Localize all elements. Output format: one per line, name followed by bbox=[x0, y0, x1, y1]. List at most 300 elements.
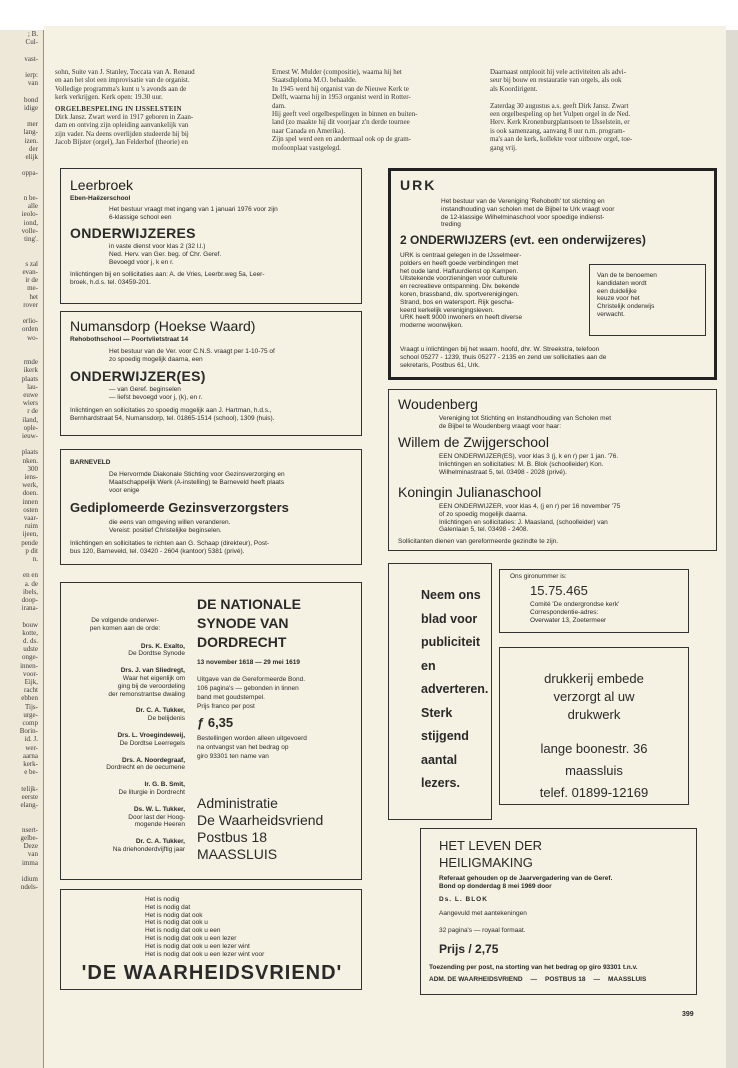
promo-line: en bbox=[421, 658, 436, 673]
school-name: Eben-Haëzerschool bbox=[70, 195, 131, 202]
author-topic: De belijdenis bbox=[147, 715, 185, 723]
previous-page-text-line: id. J. bbox=[24, 735, 38, 744]
previous-page-text-line: plaats bbox=[21, 448, 38, 457]
nodig-line: Het is nodig dat ook bbox=[145, 911, 203, 919]
article-text-line: Dirk Jansz. Zwart werd in 1917 geboren in Zaan- bbox=[55, 113, 194, 122]
ad-text-line: De Hervormde Diakonale Stichting voor Gezinsverzorging en bbox=[109, 471, 285, 478]
nationale-synode-ad bbox=[60, 582, 362, 880]
drukkerij-address-line: lange boonestr. 36 bbox=[540, 741, 648, 756]
heiligmaking-price: Prijs / 2,75 bbox=[439, 942, 499, 956]
urk-ad bbox=[388, 168, 717, 380]
school-vacancy bbox=[439, 453, 711, 476]
ad-text-line: Het bestuur vraagt met ingang van 1 januari 1976 voor zijn bbox=[109, 206, 278, 213]
previous-page-text-line: lau- bbox=[27, 382, 38, 391]
previous-page-text-line: nken. bbox=[22, 456, 38, 465]
order-address-part: ADM. DE WAARHEIDSVRIEND bbox=[429, 976, 523, 983]
article-column-3 bbox=[490, 68, 700, 152]
admin-address-line: De Waarheidsvriend bbox=[197, 812, 324, 828]
previous-page-text-line: comp bbox=[22, 719, 38, 728]
article-text-line: land (zo maakte hij dit voorjaar z'n derde tournee bbox=[272, 118, 410, 127]
drukkerij-ad bbox=[499, 647, 689, 805]
promo-line: stijgend bbox=[421, 729, 469, 743]
ad-text-line: — van Geref. beginselen bbox=[109, 386, 181, 393]
article-text-line: mofoonplaat vastgelegd. bbox=[272, 143, 341, 152]
order-address-part: POSTBUS 18 bbox=[545, 976, 586, 983]
author-name: Drs. J. van Sliedregt, bbox=[120, 667, 185, 675]
synode-author-entry bbox=[65, 757, 185, 773]
previous-page-text-line: euwe bbox=[23, 390, 38, 399]
article-text-line bbox=[490, 93, 700, 101]
previous-page-text-line bbox=[0, 251, 43, 259]
ad-text-line: zo spoedig mogelijk daarna, een bbox=[109, 355, 203, 363]
ad-text-line: die eens van omgeving willen veranderen. bbox=[109, 519, 231, 526]
article-text-line: dam. bbox=[272, 101, 286, 110]
ad-text-line: Bernhardstraat 54, Numansdorp, tel. 01865-1514 (school), 1309 (huis). bbox=[70, 414, 275, 422]
author-name: Dr. C. A. Tukker, bbox=[135, 707, 185, 715]
previous-page-text-line bbox=[0, 112, 43, 120]
previous-page-text-line: voor- bbox=[22, 669, 38, 678]
ad-text-line: Referaat gehouden op de Jaarvergadering van de Geref. bbox=[439, 875, 613, 882]
author-topic: Na driehonderdvijftig jaar bbox=[112, 845, 185, 853]
giro-address-line: Correspondentie-adres: bbox=[530, 608, 599, 616]
synode-author-entry bbox=[65, 781, 185, 797]
ad-text-line: Ned. Herv. van Ger. beg. of Chr. Geref. bbox=[109, 250, 222, 258]
ad-text-line: Christelijk onderwijs bbox=[597, 303, 655, 311]
ad-text-line: het oude land. Halfuurdienst op Kampen. bbox=[400, 267, 519, 275]
heiligmaking-author: Ds. L. BLOK bbox=[439, 896, 488, 903]
previous-page-text-line: ieuw- bbox=[22, 431, 38, 440]
previous-page-text-line: lang- bbox=[23, 128, 38, 137]
ad-contact-info bbox=[70, 540, 360, 556]
previous-page-text-line: rmde bbox=[23, 358, 38, 367]
author-topic: De liturgie in Dordrecht bbox=[118, 788, 185, 796]
barneveld-ad bbox=[60, 449, 362, 565]
ad-text-line: Strand, bos en watersport. Rijk gescha- bbox=[400, 298, 514, 306]
previous-page-text-line: Eijk, bbox=[24, 678, 38, 687]
article-text-line: als Koordirigent. bbox=[490, 84, 538, 93]
promo-line: adverteren. bbox=[421, 682, 489, 696]
ad-contact-info bbox=[400, 346, 712, 369]
ad-text-line: sekretaris, Postbus 61, Urk. bbox=[400, 361, 480, 369]
article-text-line: Herv. Kerk Kronenburgplantsoen te IJsselstein, er bbox=[490, 118, 630, 127]
vacancy-heading: 2 ONDERWIJZERS (evt. een onderwijzeres) bbox=[400, 233, 646, 247]
nodig-line: Het is nodig dat ook u een lezer bbox=[145, 934, 237, 942]
ad-text-line: Vraagt u inlichtingen bij het waarn. hoofd, dhr. W. Streekstra, telefoon bbox=[400, 346, 600, 353]
ad-text-line: in vaste dienst voor klas 2 (32 l.l.) bbox=[109, 243, 206, 250]
ad-text-line: Het bestuur van de Ver. voor C.N.S. vraagt per 1-10-75 of bbox=[109, 348, 275, 355]
previous-page-text-line: van bbox=[27, 850, 38, 859]
synode-title-line: SYNODE VAN bbox=[197, 615, 289, 631]
previous-page-text-line: ieolo- bbox=[21, 210, 38, 219]
ad-place-title: Leerbroek bbox=[70, 177, 134, 193]
article-heading: ORGELBESPELING IN IJSSELSTEIN bbox=[55, 104, 182, 113]
previous-page-text-line: ikerk bbox=[23, 366, 38, 375]
vacancy-details bbox=[109, 243, 221, 266]
previous-page-text-line: bond bbox=[24, 95, 38, 104]
ad-text-line: en recreatieve ontspanning. Div. bekende bbox=[400, 283, 520, 291]
article-text-line: zijn vader. Na deens overlijden studeerde hij bij bbox=[55, 129, 189, 138]
admin-address-line: MAASSLUIS bbox=[197, 846, 278, 862]
order-address-part: — bbox=[530, 976, 538, 983]
article-text-line: Jacob Bijster (orgel), Jan Felderhof (theorie) en bbox=[55, 138, 189, 147]
author-name: Drs. A. Noordegraaf, bbox=[122, 756, 185, 764]
ad-text-line: URK is centraal gelegen in de IJsselmeer- bbox=[400, 252, 522, 259]
author-topic: De Dordtse Leerregels bbox=[119, 739, 185, 747]
ad-place-title: URK bbox=[400, 177, 437, 193]
heiligmaking-description bbox=[439, 875, 612, 891]
ad-text-line: Uitgave van de Gereformeerde Bond. bbox=[197, 676, 306, 683]
article-text-line: en aan het slot een improvisatie van de organist. bbox=[55, 76, 190, 85]
previous-page-text-line: der bbox=[29, 144, 38, 153]
synode-title bbox=[197, 595, 301, 652]
previous-page-strip bbox=[0, 30, 44, 1068]
previous-page-text-line: gelbe- bbox=[20, 833, 38, 842]
previous-page-text-line: ; B. bbox=[27, 30, 38, 38]
giro-ad bbox=[499, 569, 689, 633]
previous-page-text-line: ijeen, bbox=[22, 530, 38, 539]
waarheidsvriend-title: 'DE WAARHEIDSVRIEND' bbox=[81, 962, 343, 984]
previous-page-text-line: urge- bbox=[23, 710, 38, 719]
previous-page-text-line: volle- bbox=[21, 226, 38, 235]
ad-text-line: Het bestuur van de Vereniging 'Rehoboth' tot stichting en bbox=[441, 198, 605, 205]
article-text-line: een orgelbespeling op het Vulpen orgel in de Ned. bbox=[490, 110, 631, 119]
synode-title-line: DE NATIONALE bbox=[197, 596, 301, 612]
drukkerij-line: drukkerij embede bbox=[544, 671, 644, 686]
article-text-line: Delft, waarna hij in 1953 organist werd in Rotter- bbox=[272, 93, 411, 102]
synode-author-entry bbox=[65, 838, 185, 854]
ad-text-line: URK heeft 9000 inwoners en heeft diverse bbox=[400, 314, 523, 322]
article-text-line: is ook samenzang, aanvang 8 uur n.m. program- bbox=[490, 126, 625, 135]
previous-page-text-line: Tijs- bbox=[25, 702, 38, 711]
previous-page-text-line: Cul- bbox=[25, 38, 38, 47]
previous-page-text-line: udste bbox=[23, 645, 38, 654]
article-text-line: Zaterdag 30 augustus a.s. geeft Dirk Jansz. Zwart bbox=[490, 101, 629, 110]
article-column-2 bbox=[272, 68, 482, 152]
previous-page-text-line: r de bbox=[27, 407, 38, 416]
previous-page-text-line: racht bbox=[24, 686, 38, 695]
ad-text-line: Inlichtingen en sollicitaties: J. Maasland, (schoolleider) van bbox=[439, 518, 608, 526]
ad-text-line: Inlichtingen en sollicitaties: M. B. Blok (schoolleider) Kon. bbox=[439, 460, 604, 468]
leerbroek-ad bbox=[60, 168, 362, 304]
synode-author-entry bbox=[65, 643, 185, 659]
ad-intro bbox=[439, 415, 711, 431]
previous-page-text-line: osten bbox=[23, 505, 38, 514]
previous-page-text-line: idium bbox=[21, 874, 38, 883]
previous-page-text-line: n. bbox=[32, 555, 38, 563]
promo-ad bbox=[388, 563, 492, 820]
author-topic: ging bij de veroordeling bbox=[117, 682, 185, 690]
ad-text-line: EEN ONDERWIJZER(ES), voor klas 3 (j, k en r) per 1 jan. '76. bbox=[439, 453, 619, 460]
previous-page-text-line: idige bbox=[24, 103, 38, 112]
numansdorp-ad bbox=[60, 311, 362, 436]
previous-page-text-line: doop- bbox=[21, 596, 38, 605]
giro-address-line: Comité 'De ondergrondse kerk' bbox=[530, 601, 620, 608]
drukkerij-slogan bbox=[500, 670, 688, 724]
previous-page-text-line bbox=[0, 809, 43, 817]
promo-text bbox=[421, 584, 488, 796]
ad-text-line: school 05277 - 1239, thuis 05277 - 2135 en zend uw sollicitaties aan de bbox=[400, 353, 607, 361]
ad-footer: Sollicitanten dienen van gereformeerde gezindte te zijn. bbox=[398, 538, 559, 545]
heiligmaking-note: Aangevuld met aantekeningen bbox=[439, 910, 527, 917]
previous-page-text-line bbox=[0, 867, 43, 875]
author-name: Ir. G. B. Smit, bbox=[144, 781, 185, 789]
ad-text-line: keuze voor het bbox=[597, 295, 640, 303]
promo-line: Neem ons bbox=[421, 588, 481, 602]
page-number: 399 bbox=[682, 1011, 694, 1018]
urk-side-note bbox=[589, 264, 706, 336]
previous-page-text-line: s zal bbox=[25, 259, 38, 268]
school-heading: Willem de Zwijgerschool bbox=[398, 434, 549, 450]
previous-page-text-line: iond, bbox=[23, 218, 38, 227]
ad-text-line: Uitstekende voorzieningen voor culturele bbox=[400, 275, 518, 283]
heiligmaking-title-line: HEILIGMAKING bbox=[439, 855, 533, 870]
previous-page-text-line: d. ds. bbox=[23, 637, 38, 646]
ad-text-line: bus 120, Barneveld, tel. 03420 - 2604 (kantoor) 5381 (privé). bbox=[70, 547, 245, 555]
author-topic: der remonstrantse dwaling bbox=[108, 690, 185, 698]
synode-authors bbox=[65, 617, 185, 863]
school-heading: Koningin Julianaschool bbox=[398, 484, 542, 500]
nodig-line: Het is nodig dat ook u bbox=[145, 919, 208, 927]
synode-author-entry bbox=[65, 707, 185, 723]
previous-page-text-line: innen bbox=[22, 497, 38, 506]
drukkerij-address-line: maassluis bbox=[565, 763, 623, 778]
previous-page-text-line: nsert- bbox=[22, 825, 38, 834]
ad-place-title: BARNEVELD bbox=[70, 459, 111, 466]
previous-page-text-line: a. de bbox=[24, 579, 38, 588]
author-name: Drs. K. Exalto, bbox=[140, 642, 185, 650]
previous-page-text-line bbox=[0, 563, 43, 571]
previous-page-text-line: ierp: bbox=[25, 71, 38, 80]
ad-text-line: Van de te benoemen bbox=[597, 272, 657, 279]
article-text-line: sohn, Suite van J. Stanley, Toccata van A. Renaud bbox=[55, 68, 195, 76]
drukkerij-address-line: telef. 01899-12169 bbox=[539, 785, 649, 800]
heiligmaking-order: Toezending per post, na storting van het bedrag op giro 93301 t.n.v. bbox=[429, 964, 638, 971]
ad-text-line: voor enige bbox=[109, 486, 140, 494]
previous-page-text-line: 300 bbox=[27, 464, 38, 473]
previous-page-text-line bbox=[0, 309, 43, 317]
waarheidsvriend-ad bbox=[60, 889, 362, 990]
previous-page-text-line: evan- bbox=[22, 267, 38, 276]
previous-page-text-line: rover bbox=[23, 300, 38, 309]
article-text-line: Zijn spel werd een en andermaal ook op de gram- bbox=[272, 135, 411, 144]
previous-page-text-line bbox=[0, 87, 43, 95]
previous-page-text-line: elijk bbox=[25, 153, 38, 162]
ad-intro bbox=[441, 198, 711, 229]
article-text-line: seur bij bouw en restauratie van orgels, als ook bbox=[490, 76, 622, 85]
previous-page-text-line bbox=[0, 818, 43, 826]
previous-page-text-line: iland, bbox=[22, 415, 38, 424]
ad-text-line: verwacht. bbox=[597, 310, 625, 318]
previous-page-text-line: ebben bbox=[21, 694, 38, 703]
ad-text-line: band met goudstempel. bbox=[197, 694, 265, 701]
previous-page-text-line: mer bbox=[27, 120, 38, 129]
previous-page-text-line: doen. bbox=[22, 489, 38, 498]
previous-page-text-line bbox=[0, 350, 43, 358]
ad-text-line: of zo spoedig mogelijk daarna. bbox=[439, 510, 528, 518]
synode-order-info bbox=[197, 734, 307, 761]
article-text-line: ma's aan de kerk, kollekte voor uitbouw orgel, toe- bbox=[490, 135, 633, 144]
ad-text-line: Bestellingen worden alleen uitgevoerd bbox=[197, 735, 307, 742]
previous-page-text-line: me- bbox=[27, 284, 38, 293]
previous-page-text-line: Deze bbox=[23, 842, 38, 851]
ad-contact-info bbox=[70, 407, 360, 423]
urk-description bbox=[400, 252, 590, 330]
nodig-line: Het is nodig dat ook u een lezer wint voor bbox=[145, 950, 265, 958]
giro-address bbox=[530, 601, 619, 624]
author-topic: Waar het eigenlijk om bbox=[122, 674, 185, 682]
previous-page-text-line bbox=[0, 63, 43, 71]
author-topic: De Dordtse Synode bbox=[128, 650, 185, 658]
heiligmaking-title bbox=[439, 837, 542, 871]
ad-text-line: moderne woonwijken. bbox=[400, 322, 463, 330]
author-name: Ds. W. L. Tukker, bbox=[133, 805, 185, 813]
nodig-line: Het is nodig bbox=[145, 896, 180, 903]
article-text-line: Volledige programma's kunt u 's avonds aan de bbox=[55, 84, 187, 93]
synode-description bbox=[197, 675, 305, 711]
ad-text-line: Galenlaan 5, tel. 03498 - 2408. bbox=[439, 526, 529, 534]
previous-page-text-line: ndels- bbox=[20, 883, 38, 892]
heiligmaking-ad bbox=[420, 828, 697, 995]
previous-page-text-line bbox=[0, 342, 43, 350]
heiligmaking-order-address bbox=[429, 976, 646, 984]
ad-place-title: Woudenberg bbox=[398, 396, 478, 412]
ad-text-line: de Bijbel te Woudenberg vraagt voor haar: bbox=[439, 422, 562, 430]
previous-page-text-line: onge- bbox=[22, 653, 38, 662]
ad-text-line: Maatschappelijk Werk (A-instelling) te Barneveld heeft plaats bbox=[109, 478, 285, 486]
synode-price: ƒ 6,35 bbox=[197, 715, 234, 730]
previous-page-text-line bbox=[0, 440, 43, 448]
ad-text-line: Bevoegd voor j, k en r. bbox=[109, 258, 174, 266]
previous-page-text-line: van bbox=[27, 79, 38, 88]
previous-page-text-line: imma bbox=[22, 858, 38, 867]
article-text-line: kerk verkrijgen. Kerk open: 19.30 uur. bbox=[55, 93, 163, 102]
ad-text-line: treding bbox=[441, 221, 461, 229]
previous-page-text-line: izen. bbox=[24, 136, 38, 145]
previous-page-text-line: oppa- bbox=[22, 169, 38, 178]
promo-line: blad voor bbox=[421, 611, 478, 626]
ad-text-line: EEN ONDERWIJZER, voor klas 4, (j en r) per 16 november '75 bbox=[439, 503, 621, 510]
author-name: Drs. L. Vroegindeweij, bbox=[117, 731, 185, 739]
ad-text-line: broek, h.d.s. tel. 03459-201. bbox=[70, 278, 151, 286]
promo-line: aantal bbox=[421, 752, 458, 767]
drukkerij-line: drukwerk bbox=[567, 707, 621, 722]
nodig-lines bbox=[145, 896, 264, 958]
previous-page-text-line: Borin- bbox=[19, 727, 38, 736]
vacancy-heading: Gediplomeerde Gezinsverzorgsters bbox=[70, 500, 289, 515]
article-text-line: naar Canada en Amerika). bbox=[272, 126, 346, 135]
previous-page-text-line: kerk- bbox=[23, 760, 38, 769]
ad-text-line: Inlichtingen en sollicitaties te richten aan G. Schaap (direkteur), Post- bbox=[70, 540, 270, 547]
vacancy-heading: ONDERWIJZERES bbox=[70, 225, 196, 241]
article-text-line: Hij geeft veel orgelbespelingen in binnen en buiten- bbox=[272, 110, 418, 119]
article-text-line: Staatsdiploma M.O. behaalde. bbox=[272, 76, 357, 85]
nodig-line: Het is nodig dat ook u een bbox=[145, 927, 221, 935]
drukkerij-address bbox=[500, 738, 688, 804]
synode-author-entry bbox=[65, 732, 185, 748]
previous-page-text-line bbox=[0, 178, 43, 186]
ad-text-line: koren, brassband, div. sportverenigingen. bbox=[400, 290, 519, 298]
ad-text-line: Wilhelminastraat 5, tel. 03498 - 2028 (privé). bbox=[439, 468, 567, 476]
previous-page-text-line bbox=[0, 161, 43, 169]
giro-label: Ons gironummer is: bbox=[510, 573, 567, 580]
article-text-line: gang vrij. bbox=[490, 143, 517, 152]
synode-author-entry bbox=[65, 806, 185, 829]
previous-page-text-line: iens- bbox=[24, 472, 38, 481]
ad-text-line: keerd kerkelijk verenigingsleven. bbox=[400, 306, 494, 314]
ad-text-line: — liefst bevoegd voor j, (k), en r. bbox=[109, 393, 203, 401]
admin-address-line: Postbus 18 bbox=[197, 829, 268, 845]
ad-text-line: polders en heeft goede verbindingen met bbox=[400, 259, 519, 267]
author-topic: Dordrecht en de oecumene bbox=[106, 764, 185, 772]
previous-page-text-line: erlio- bbox=[22, 317, 38, 326]
vacancy-details bbox=[109, 386, 203, 402]
previous-page-text-line: wer- bbox=[25, 743, 38, 752]
previous-page-text-line: kotte, bbox=[22, 628, 38, 637]
author-topic: mogende Heeren bbox=[134, 821, 185, 829]
previous-page-text-line: bouw bbox=[22, 620, 38, 629]
page-edge-shadow bbox=[726, 30, 738, 1068]
ad-text-line: een duidelijke bbox=[597, 287, 637, 295]
previous-page-text-line: irana- bbox=[21, 604, 38, 613]
woudenberg-ad bbox=[388, 389, 717, 551]
ad-intro bbox=[109, 471, 359, 494]
ad-text-line: na ontvangst van het bedrag op bbox=[197, 744, 289, 751]
previous-page-text-line: vaar- bbox=[23, 513, 38, 522]
previous-page-text-line: orden bbox=[22, 325, 38, 334]
giro-address-line: Overwater 13, Zoetermeer bbox=[530, 616, 607, 624]
admin-address-line: Administratie bbox=[197, 795, 278, 811]
previous-page-text-line: elang- bbox=[20, 801, 38, 810]
promo-line: publiciteit bbox=[421, 635, 481, 649]
previous-page-text-line: wiers bbox=[22, 399, 38, 408]
previous-page-text-line: n be- bbox=[23, 194, 38, 203]
previous-page-text-line: wo- bbox=[27, 333, 38, 342]
ad-place-title: Numansdorp (Hoekse Waard) bbox=[70, 318, 256, 334]
ad-text-line: 6-klassige school een bbox=[109, 213, 172, 221]
article-text-line: Daarnaast ontplooit hij vele activiteiten als advi- bbox=[490, 68, 627, 76]
previous-page-text-line: het bbox=[29, 292, 38, 301]
school-vacancy bbox=[439, 503, 711, 534]
previous-page-text-line: plaats bbox=[21, 374, 38, 383]
article-text-line: dam en ontving zijn opleiding aanvankelijk van bbox=[55, 121, 189, 130]
ad-text-line: de 12-klassige Wilhelminaschool voor spoedige indienst- bbox=[441, 213, 605, 221]
previous-page-text-line: vast- bbox=[24, 54, 38, 63]
synode-lead: De volgende onderwer- pen komen aan de orde: bbox=[89, 617, 161, 632]
previous-page-text-line bbox=[0, 243, 43, 251]
previous-page-text-line: ting'. bbox=[24, 235, 38, 244]
school-name: Rehobothschool — Poortvlietstraat 14 bbox=[70, 336, 189, 343]
promo-line: lezers. bbox=[421, 776, 460, 790]
previous-page-text-line: eerste bbox=[21, 792, 38, 801]
synode-author-entry bbox=[65, 667, 185, 698]
vacancy-heading: ONDERWIJZER(ES) bbox=[70, 368, 206, 384]
order-address-part: — bbox=[593, 976, 601, 983]
previous-page-text-line bbox=[0, 612, 43, 620]
vacancy-details bbox=[109, 519, 230, 535]
author-topic: Door last der Hoog- bbox=[128, 813, 185, 821]
previous-page-text-line: telijk- bbox=[21, 784, 38, 793]
ad-text-line: Vereniging tot Stichting en Instandhouding van Scholen met bbox=[439, 415, 612, 422]
previous-page-text-line: werk, bbox=[22, 481, 38, 490]
previous-page-text-line: en en bbox=[23, 571, 38, 580]
nodig-line: Het is nodig dat bbox=[145, 903, 191, 911]
previous-page-text-line: innen- bbox=[20, 661, 38, 670]
ad-text-line: Inlichtingen en sollicitaties zo spoedig mogelijk aan J. Hartman, h.d.s., bbox=[70, 407, 272, 414]
drukkerij-line: verzorgt al uw bbox=[553, 689, 635, 704]
ad-text-line: Inlichtingen bij en sollicitaties aan: A. de Vries, Leerbr.weg 5a, Leer- bbox=[70, 271, 265, 278]
article-text-line: Ernest W. Mulder (compositie), waarna hij het bbox=[272, 68, 402, 76]
previous-page-text-line bbox=[0, 776, 43, 784]
